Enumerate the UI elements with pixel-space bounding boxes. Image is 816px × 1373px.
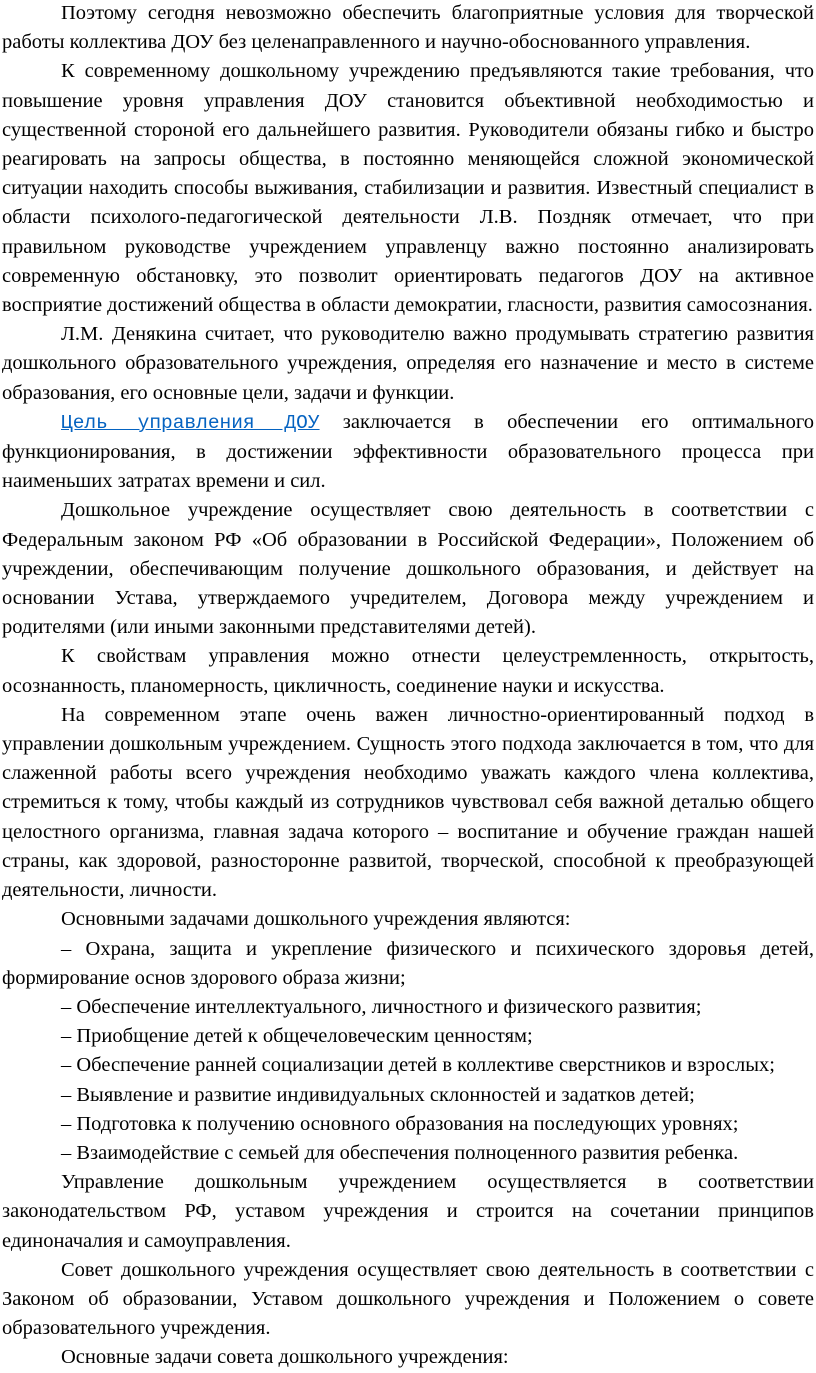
paragraph-properties: К свойствам управления можно отнести целеустремленность, открытость, осознанность, планомерность, цикличность, соединение науки и искусства. — [2, 645, 814, 697]
paragraph-council: Совет дошкольного учреждения осуществляет свою деятельность в соответствии с Законом об образовании, Уставом дошкольного учреждения и Положением о совете образовательного учреждения. — [2, 1258, 814, 1340]
paragraph-tasks-heading: Основными задачами дошкольного учреждения являются: — [61, 908, 571, 931]
document-body — [2, 0, 814, 1373]
list-item: – Охрана, защита и укрепление физического и психического здоровья детей, формирование основ здорового образа жизни; — [2, 937, 814, 989]
list-item: – Выявление и развитие индивидуальных склонностей и задатков детей; — [61, 1083, 695, 1106]
paragraph-council-tasks-heading: Основные задачи совета дошкольного учреждения: — [61, 1346, 509, 1369]
paragraph-denyakina: Л.М. Денякина считает, что руководителю важно продумывать стратегию развития дошкольного образовательного учреждения, определяя его назначение и место в системе образования, его основные цели, задачи и функции. — [2, 323, 814, 404]
list-item: – Подготовка к получению основного образования на последующих уровнях; — [61, 1112, 739, 1135]
goal-link[interactable]: Цель управления ДОУ — [61, 411, 320, 434]
paragraph-goal — [2, 408, 814, 497]
tasks-list — [2, 935, 814, 1169]
paragraph-intro: Поэтому сегодня невозможно обеспечить благоприятные условия для творческой работы коллектива ДОУ без целенаправленного и научно-обоснованного управления. — [2, 2, 814, 54]
paragraph-requirements: К современному дошкольному учреждению предъявляются такие требования, что повышение уровня управления ДОУ становится объективной необходимостью и существенной стороной его дальнейшего развития. Руководители обязаны гибко и быстро реагировать на запросы общества, в постоянно меняющейся сложной экономической ситуации находить способы выживания, стабилизации и развития. Известный специалист в области психолого-педагогической деятельности Л.В. Поздняк отмечает, что при правильном руководстве учреждением управленцу важно постоянно анализировать современную обстановку, это позволит ориентировать педагогов ДОУ на активное восприятие достижений общества в области демократии, гласности, развития самосознания. — [2, 60, 814, 317]
paragraph-personal-approach: На современном этапе очень важен личностно-ориентированный подход в управлении дошкольным учреждением. Сущность этого подхода заключается в том, что для слаженной работы всего учреждения необходимо уважать каждого члена коллектива, стремиться к тому, чтобы каждый из сотрудников чувствовал себя важной деталью общего целостного организма, главная задача которого – воспитание и обучение граждан нашей страны, как здоровой, разносторонне развитой, творческой, способной к преобразующей деятельности, личности. — [2, 703, 814, 902]
goal-paragraph-text: заключается в обеспечении его оптимального функционирования, в достижении эффективности образовательного процесса при наименьших затратах времени и сил. — [2, 410, 814, 493]
list-item: – Приобщение детей к общечеловеческим ценностям; — [61, 1025, 533, 1048]
paragraph-legal-basis: Дошкольное учреждение осуществляет свою деятельность в соответствии с Федеральным законом РФ «Об образовании в Российской Федерации», Положением об учреждении, обеспечивающим получение дошкольного образования, и действует на основании Устава, утверждаемого учредителем, Договора между учреждением и родителями (или иными законными представителями детей). — [2, 499, 814, 639]
list-item: – Взаимодействие с семьей для обеспечения полноценного развития ребенка. — [61, 1141, 739, 1164]
list-item: – Обеспечение интеллектуального, личностного и физического развития; — [61, 995, 702, 1018]
paragraph-management-basis: Управление дошкольным учреждением осуществляется в соответствии законодательством РФ, уставом учреждения и строится на сочетании принципов единоначалия и самоуправления. — [2, 1171, 814, 1252]
list-item: – Обеспечение ранней социализации детей в коллективе сверстников и взрослых; — [61, 1054, 775, 1077]
